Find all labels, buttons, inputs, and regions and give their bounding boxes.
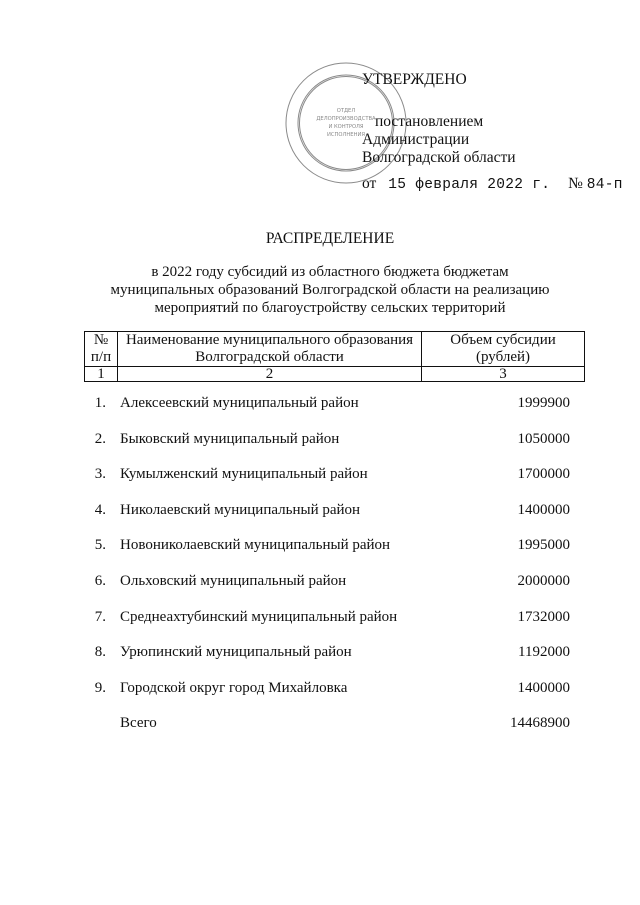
subtitle-line-1: в 2022 году субсидий из областного бюджета бюджетам	[151, 264, 509, 280]
row-number: 5.	[94, 537, 106, 554]
subsidy-amount: 1700000	[517, 466, 570, 483]
subsidy-amount: 1192000	[518, 644, 570, 661]
municipality-name: Новониколаевский муниципальный район	[120, 537, 391, 554]
decree-line-2: Администрации	[362, 131, 470, 148]
date-value: 15 февраля 2022 г.	[388, 177, 551, 193]
table-row	[84, 422, 584, 458]
stamp-line-4: ИСПОЛНЕНИЯ	[327, 132, 365, 138]
table-row	[84, 457, 584, 493]
column-number-3: 3	[422, 367, 585, 382]
distribution-table-header	[84, 331, 585, 382]
table-row	[84, 528, 584, 564]
table-row	[84, 564, 584, 600]
stamp-line-3: И КОНТРОЛЯ	[328, 124, 364, 130]
row-number: 8.	[94, 644, 106, 661]
column-number-1: 1	[85, 367, 118, 382]
number-value: 84-п	[586, 177, 623, 193]
decree-date-line	[362, 176, 623, 193]
subsidy-amount: 1050000	[517, 430, 570, 447]
row-number: 4.	[94, 501, 106, 518]
header-number: № п/п	[85, 332, 118, 367]
subsidy-amount: 1400000	[517, 679, 570, 696]
table-row	[84, 386, 584, 422]
municipality-name: Среднеахтубинский муниципальный район	[120, 608, 398, 625]
total-row	[84, 706, 584, 736]
municipality-name: Кумылженский муниципальный район	[120, 466, 368, 483]
decree-line-1: постановлением	[375, 113, 484, 130]
municipality-name: Ольховский муниципальный район	[120, 572, 347, 589]
document-subtitle	[80, 263, 580, 317]
row-number: 6.	[94, 572, 106, 589]
municipality-name: Урюпинский муниципальный район	[120, 644, 352, 661]
municipality-name: Николаевский муниципальный район	[120, 501, 361, 518]
subsidy-amount: 1732000	[517, 608, 570, 625]
table-row	[84, 600, 584, 636]
municipality-name: Алексеевский муниципальный район	[120, 395, 359, 411]
date-prefix: от	[362, 175, 377, 192]
row-number: 3.	[94, 466, 106, 483]
distribution-table-body	[84, 386, 584, 736]
total-amount: 14468900	[510, 715, 570, 732]
municipality-name: Быковский муниципальный район	[120, 430, 340, 447]
total-label: Всего	[120, 715, 157, 732]
number-sign: №	[568, 175, 583, 192]
stamp-line-2: ДЕЛОПРОИЗВОДСТВА	[316, 116, 376, 122]
subsidy-amount: 1400000	[517, 501, 570, 518]
decree-line-3: Волгоградской области	[362, 149, 516, 166]
row-number: 9.	[94, 679, 106, 696]
approved-label: УТВЕРЖДЕНО	[362, 71, 467, 88]
table-row	[84, 671, 584, 707]
stamp-line-1: ОТДЕЛ	[336, 108, 356, 114]
row-number: 1.	[94, 395, 106, 411]
subsidy-amount: 1999900	[517, 395, 570, 411]
subsidy-amount: 1995000	[517, 537, 570, 554]
header-municipality: Наименование муниципального образования Волгоградской области	[118, 332, 422, 367]
row-number: 7.	[94, 608, 106, 625]
decree-block	[362, 113, 516, 167]
column-number-2: 2	[118, 367, 422, 382]
row-number: 2.	[94, 430, 106, 447]
header-amount: Объем субсидии (рублей)	[422, 332, 585, 367]
municipality-name: Городской округ город Михайловка	[120, 679, 348, 696]
subtitle-line-2: муниципальных образований Волгоградской области на реализацию	[110, 282, 550, 298]
subtitle-line-3: мероприятий по благоустройству сельских территорий	[154, 300, 506, 316]
document-title: РАСПРЕДЕЛЕНИЕ	[265, 230, 395, 247]
table-row	[84, 635, 584, 671]
table-row	[84, 493, 584, 529]
subsidy-amount: 2000000	[517, 572, 570, 589]
